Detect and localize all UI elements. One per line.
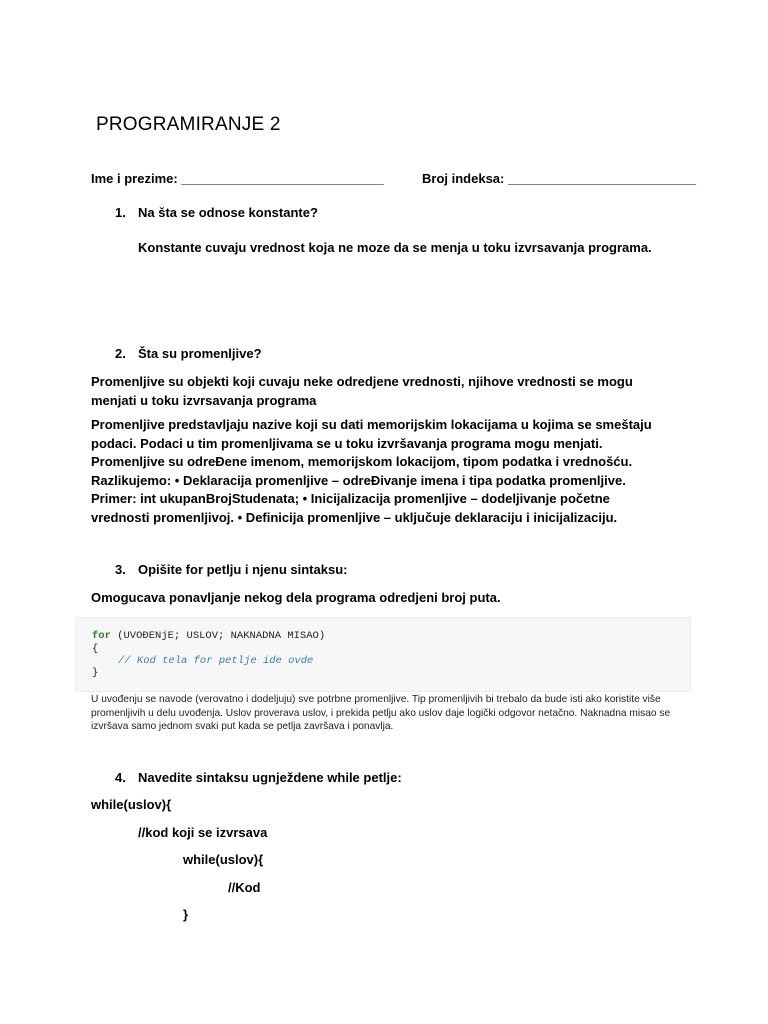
code-text-line-2: //kod koji se izvrsava bbox=[138, 825, 268, 840]
question-number: 1. bbox=[115, 205, 126, 220]
answer-2-paragraph-2: Promenljive predstavljaju nazive koji su dati memorijskim lokacijama u kojima se smeštaju podaci. Podaci u tim promenljivama se u toku izvršavanja programa mogu menjati. Promenljive su odreĐene imenom, memorijskom lokacijom, tipom podatka i vrednošću. Razlikujemo: • Deklaracija promenljive – odreĐivanje imena i tipa podatka promenljive. Primer: int ukupanBrojStudenata; • Inicijalizacija promenljive – dodeljivanje početne vrednosti promenljivoj. • Definicija promenljive – uključuje deklaraciju i inicijalizaciju. bbox=[91, 417, 652, 525]
question-text: Na šta se odnose konstante? bbox=[138, 205, 318, 220]
name-field-label: Ime i prezime: ____________________________ bbox=[91, 171, 384, 186]
code-text: (UVOĐENjE; USLOV; NAKNADNA MISAO) bbox=[110, 630, 326, 642]
code-text-line-3: while(uslov){ bbox=[183, 852, 264, 867]
question-text: Navedite sintaksu ugnježdene while petlje: bbox=[138, 770, 402, 785]
code-comment: // Kod tela for petlje ide ovde bbox=[118, 655, 314, 667]
code-line-2: { bbox=[92, 643, 99, 655]
code-line-4: } bbox=[92, 667, 99, 679]
for-loop-note: U uvođenju se navode (verovatno i dodeljuju) sve potrbne promenljive. Tip promenljivih bi trebalo da bude isti ako koristite više promenljivih u delu uvođenja. Uslov proverava uslov, i prekida petlju ako uslov daje logički odgovor netačno. Naknadna misao se izvršava samo jednom svaki put kada se petlja završava i ponavlja. bbox=[91, 694, 671, 733]
question-text: Šta su promenljive? bbox=[138, 346, 262, 361]
code-text-line-5: } bbox=[183, 907, 189, 922]
code-block bbox=[75, 617, 691, 692]
answer-2-paragraph-1: Promenljive su objekti koji cuvaju neke odredjene vrednosti, njihove vrednosti se mogu menjati u toku izvrsavanja programa bbox=[91, 374, 633, 408]
code-text-line-4: //Kod bbox=[228, 880, 261, 895]
question-text: Opišite for petlju i njenu sintaksu: bbox=[138, 562, 348, 577]
answer-1: Konstante cuvaju vrednost koja ne moze da se menja u toku izvrsavanja programa. bbox=[138, 240, 652, 255]
index-field-label: Broj indeksa: __________________________ bbox=[422, 171, 696, 186]
question-number: 3. bbox=[115, 562, 126, 577]
code-line-3 bbox=[118, 655, 313, 667]
code-keyword: for bbox=[92, 630, 111, 642]
question-number: 4. bbox=[115, 770, 126, 785]
code-line-1 bbox=[92, 630, 325, 642]
page-title: PROGRAMIRANJE 2 bbox=[96, 114, 281, 135]
question-number: 2. bbox=[115, 346, 126, 361]
answer-3: Omogucava ponavljanje nekog dela programa odredjeni broj puta. bbox=[91, 590, 501, 605]
code-text-line-1: while(uslov){ bbox=[91, 797, 172, 812]
